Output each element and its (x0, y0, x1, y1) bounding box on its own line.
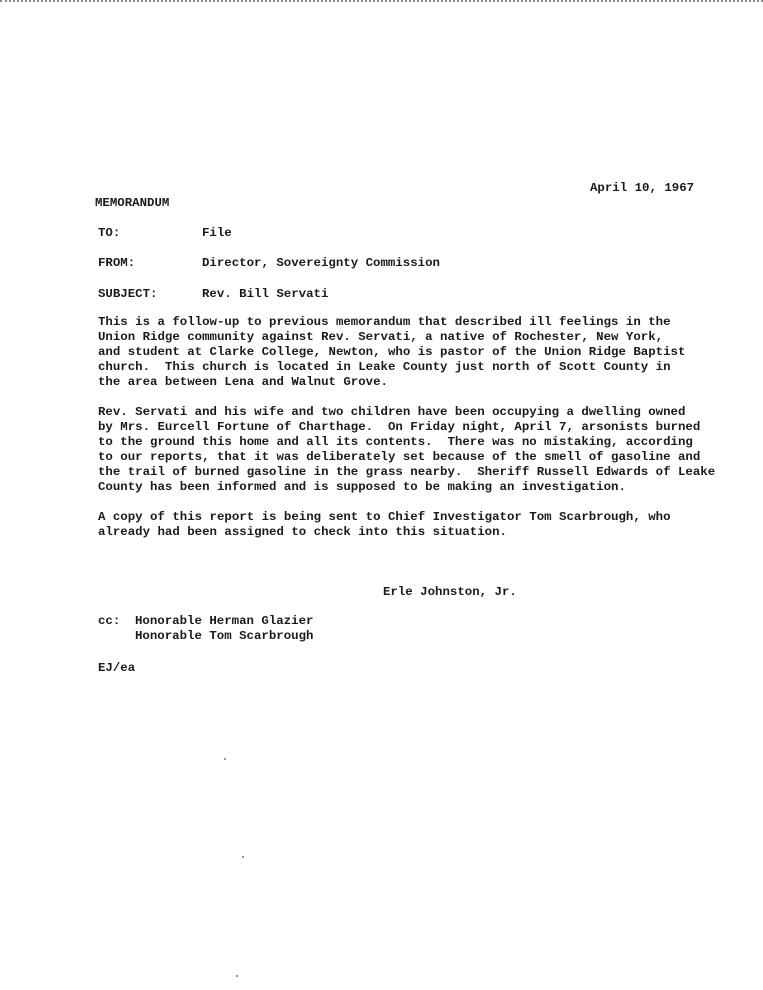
memo-heading: MEMORANDUM (95, 196, 170, 210)
paragraph-line: the area between Lena and Walnut Grove. (98, 375, 388, 389)
paragraph-line: County has been informed and is supposed to be making an investigation. (98, 480, 626, 494)
paragraph-line: Rev. Servati and his wife and two children have been occupying a dwelling owned (98, 405, 686, 419)
subject-value: Rev. Bill Servati (202, 287, 329, 301)
paragraph-line: to our reports, that it was deliberately set because of the smell of gasoline and (98, 450, 701, 464)
cc-recipient: Honorable Tom Scarbrough (135, 629, 314, 643)
signature: Erle Johnston, Jr. (383, 585, 517, 599)
paragraph-line: church. This church is located in Leake County just north of Scott County in (98, 360, 671, 374)
paragraph-line: Union Ridge community against Rev. Servati, a native of Rochester, New York, (98, 330, 664, 344)
paragraph-line: to the ground this home and all its contents. There was no mistaking, according (98, 435, 693, 449)
to-value: File (202, 226, 232, 240)
from-label: FROM: (98, 256, 136, 270)
paragraph-line: This is a follow-up to previous memorandum that described ill feelings in the (98, 315, 671, 329)
subject-label: SUBJECT: (98, 287, 158, 301)
paragraph-line: already had been assigned to check into this situation. (98, 525, 507, 539)
scan-speck (242, 856, 244, 858)
paragraph-line: and student at Clarke College, Newton, who is pastor of the Union Ridge Baptist (98, 345, 686, 359)
from-value: Director, Sovereignty Commission (202, 256, 440, 270)
paragraph-3 (98, 510, 738, 540)
scan-speck (224, 758, 226, 760)
paragraph-line: the trail of burned gasoline in the grass nearby. Sheriff Russell Edwards of Leake (98, 465, 716, 479)
cc-label: cc: (98, 614, 121, 628)
paragraph-2 (98, 405, 738, 495)
to-label: TO: (98, 226, 121, 240)
scan-speck (236, 975, 238, 977)
paragraph-line: A copy of this report is being sent to Chief Investigator Tom Scarbrough, who (98, 510, 671, 524)
typist-initials: EJ/ea (98, 661, 136, 675)
cc-recipient: Honorable Herman Glazier (135, 614, 314, 628)
paragraph-line: by Mrs. Eurcell Fortune of Charthage. On Friday night, April 7, arsonists burned (98, 420, 701, 434)
paragraph-1 (98, 315, 738, 390)
memo-date: April 10, 1967 (590, 181, 695, 195)
page-top-edge (0, 0, 763, 6)
